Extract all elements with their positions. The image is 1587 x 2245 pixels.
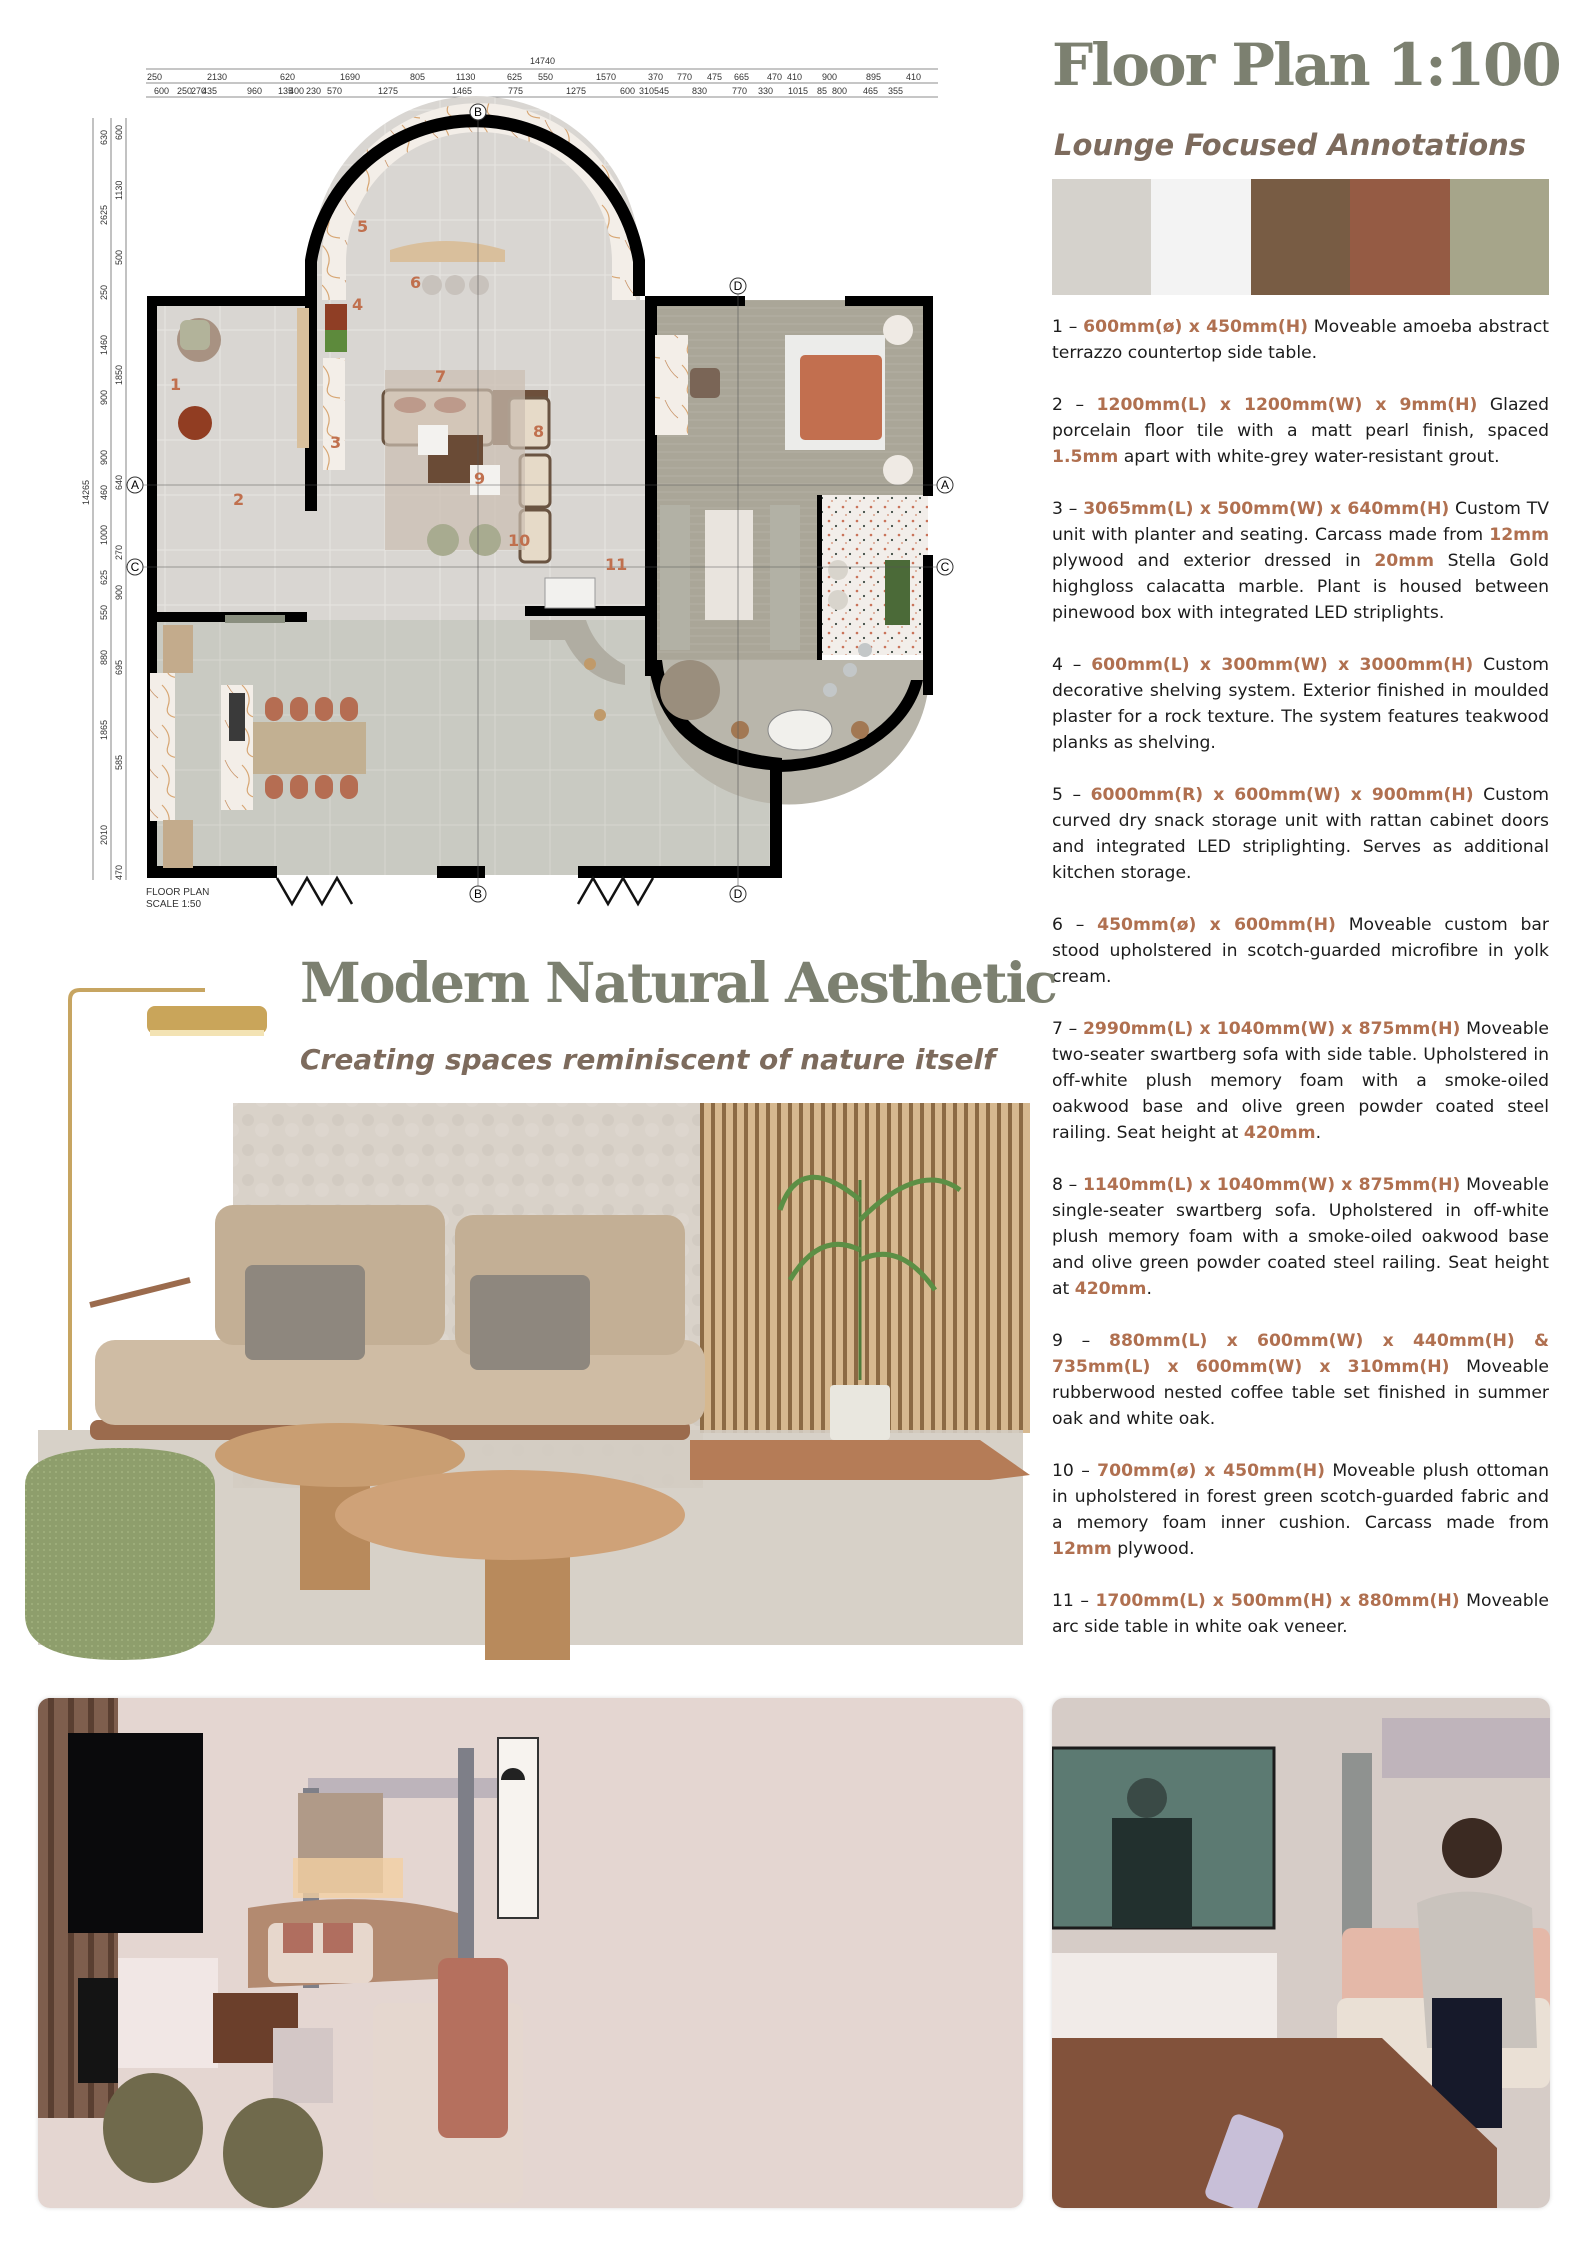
svg-text:585: 585 <box>114 754 124 770</box>
page-title: Floor Plan 1:100 <box>1052 31 1560 99</box>
svg-text:640: 640 <box>114 474 124 490</box>
annotation-8: 8 – 1140mm(L) x 1040mm(W) x 875mm(H) Moveable single-seater swartberg sofa. Upholstered in off-white plush memory foam with a smoke-oiled oakwood base and olive green powder coated steel railing. Seat height at 420mm. <box>1052 1175 1549 1299</box>
svg-text:270: 270 <box>191 86 207 96</box>
svg-text:370: 370 <box>648 72 664 82</box>
svg-text:1015: 1015 <box>788 86 809 96</box>
svg-text:11: 11 <box>605 555 628 574</box>
svg-text:1130: 1130 <box>456 72 476 82</box>
svg-text:900: 900 <box>114 584 124 600</box>
folding-door <box>277 878 352 904</box>
svg-text:B: B <box>473 887 483 901</box>
svg-text:270: 270 <box>114 544 124 560</box>
svg-text:625: 625 <box>507 72 523 82</box>
annotation-1: 1 – 600mm(ø) x 450mm(H) Moveable amoeba abstract terrazzo countertop side table. <box>1052 317 1550 363</box>
lounge-render-wide <box>38 1698 1023 2208</box>
section-marker-d <box>730 886 746 902</box>
svg-text:620: 620 <box>280 72 296 82</box>
svg-text:1850: 1850 <box>114 364 124 385</box>
annotation-5: 5 – 6000mm(R) x 600mm(W) x 900mm(H) Custom curved dry snack storage unit with rattan cabinet doors and integrated LED striplighting. Serves as additional kitchen storage. <box>1052 785 1549 883</box>
svg-text:C: C <box>940 560 950 574</box>
person <box>1442 1818 1502 1878</box>
svg-text:805: 805 <box>410 72 426 82</box>
svg-text:310: 310 <box>639 86 655 96</box>
section-marker-a <box>937 477 953 493</box>
svg-text:2010: 2010 <box>99 824 109 845</box>
svg-text:230: 230 <box>306 86 322 96</box>
section-marker-c <box>127 559 143 575</box>
svg-text:695: 695 <box>114 659 124 675</box>
section-marker-b <box>470 886 486 902</box>
svg-text:A: A <box>940 478 950 492</box>
annotation-10: 10 – 700mm(ø) x 450mm(H) Moveable plush ottoman in upholstered in forest green scotch-guarded fabric and a memory foam inner cushion. Carcass made from 12mm plywood. <box>1052 1461 1549 1559</box>
swatch-off-white <box>1151 179 1250 295</box>
svg-text:14265: 14265 <box>81 479 91 505</box>
annotation-6: 6 – 450mm(ø) x 600mm(H) Moveable custom bar stood upholstered in scotch-guarded microfibre in yolk cream. <box>1052 915 1549 987</box>
svg-text:460: 460 <box>99 484 109 500</box>
svg-text:1865: 1865 <box>99 719 109 740</box>
svg-text:14740: 14740 <box>530 56 556 66</box>
svg-text:550: 550 <box>99 604 109 620</box>
svg-text:880: 880 <box>99 649 109 665</box>
ottoman <box>103 2073 203 2183</box>
svg-text:1465: 1465 <box>452 86 473 96</box>
svg-text:895: 895 <box>866 72 882 82</box>
svg-text:400: 400 <box>289 86 305 96</box>
svg-text:470: 470 <box>767 72 783 82</box>
annotation-7: 7 – 2990mm(L) x 1040mm(W) x 875mm(H) Moveable two-seater swartberg sofa with side table. Upholstered in off-white plush memory foam with a smoke-oiled oakwood base and olive green powder coated steel railing. Seat height at 420mm. <box>1052 1019 1549 1143</box>
svg-text:410: 410 <box>906 72 922 82</box>
svg-text:135: 135 <box>278 86 294 96</box>
svg-text:775: 775 <box>508 86 524 96</box>
tv-screen <box>68 1733 203 1933</box>
svg-text:250: 250 <box>177 86 193 96</box>
marble-tv-unit <box>118 1958 218 2068</box>
moodboard-title: Modern Natural Aesthetic <box>300 950 1056 1015</box>
svg-text:2625: 2625 <box>99 204 109 225</box>
svg-text:C: C <box>130 560 140 574</box>
svg-text:410: 410 <box>787 72 803 82</box>
slatted-wood-panel <box>700 1103 1030 1433</box>
left-dimension-lines <box>81 118 126 880</box>
lounge-render-with-figure <box>1052 1698 1550 2208</box>
svg-text:770: 770 <box>732 86 748 96</box>
svg-text:465: 465 <box>863 86 879 96</box>
svg-text:2130: 2130 <box>207 72 228 82</box>
svg-text:475: 475 <box>707 72 723 82</box>
section-marker-b <box>470 104 486 120</box>
annotation-2: 2 – 1200mm(L) x 1200mm(W) x 9mm(H) Glazed porcelain floor tile with a matt pearl finish, spaced 1.5mm apart with white-grey water-resistant grout. <box>1052 395 1549 467</box>
svg-text:1: 1 <box>170 375 182 394</box>
svg-text:4: 4 <box>352 295 364 314</box>
svg-text:470: 470 <box>114 864 124 880</box>
top-dimension-lines <box>146 56 938 97</box>
swatch-sage <box>1450 179 1549 295</box>
swatch-warm-grey <box>1052 179 1151 295</box>
svg-text:550: 550 <box>538 72 554 82</box>
svg-text:1570: 1570 <box>596 72 617 82</box>
annotation-11: 11 – 1700mm(L) x 500mm(H) x 880mm(H) Moveable arc side table in white oak veneer. <box>1052 1591 1549 1637</box>
svg-text:1000: 1000 <box>99 524 109 545</box>
svg-text:570: 570 <box>327 86 343 96</box>
wool-two-seater-sofa <box>90 1205 705 1440</box>
svg-text:830: 830 <box>692 86 708 96</box>
swatch-walnut-brown <box>1251 179 1350 295</box>
svg-text:600: 600 <box>154 86 170 96</box>
green-boucle-ottoman <box>25 1448 215 1660</box>
slatted-side-table <box>690 1440 1030 1480</box>
svg-text:600: 600 <box>620 86 636 96</box>
svg-text:900: 900 <box>99 389 109 405</box>
svg-text:545: 545 <box>654 86 670 96</box>
svg-text:2: 2 <box>233 490 245 509</box>
svg-text:5: 5 <box>357 217 369 236</box>
svg-text:7: 7 <box>435 367 447 386</box>
floor-plan <box>70 50 970 920</box>
svg-text:800: 800 <box>832 86 848 96</box>
swatch-terracotta <box>1350 179 1449 295</box>
svg-text:665: 665 <box>734 72 750 82</box>
svg-text:1275: 1275 <box>566 86 587 96</box>
svg-text:625: 625 <box>99 569 109 585</box>
svg-text:6: 6 <box>410 273 422 292</box>
annotation-list <box>1052 314 1549 1666</box>
ottoman <box>223 2098 323 2208</box>
svg-text:9: 9 <box>474 469 486 488</box>
svg-text:600: 600 <box>114 124 124 140</box>
svg-text:1130: 1130 <box>114 180 124 200</box>
color-palette <box>1052 179 1549 295</box>
svg-text:630: 630 <box>99 129 109 145</box>
svg-text:900: 900 <box>99 449 109 465</box>
section-marker-a <box>127 477 143 493</box>
section-marker-c <box>937 559 953 575</box>
svg-text:900: 900 <box>822 72 838 82</box>
svg-text:B: B <box>473 105 483 119</box>
svg-text:D: D <box>733 887 743 901</box>
annotation-3: 3 – 3065mm(L) x 500mm(W) x 640mm(H) Custom TV unit with planter and seating. Carcass made from 12mm plywood and exterior dressed in 20mm Stella Gold highgloss calacatta marble. Plant is housed between pinewood box with integrated LED striplights. <box>1052 499 1549 623</box>
annotations-subtitle: Lounge Focused Annotations <box>1054 128 1527 162</box>
marble-tv-unit <box>1052 1953 1277 2038</box>
svg-text:355: 355 <box>888 86 904 96</box>
svg-text:3: 3 <box>330 433 342 452</box>
svg-text:1460: 1460 <box>99 334 109 355</box>
svg-text:330: 330 <box>758 86 774 96</box>
svg-text:A: A <box>130 478 140 492</box>
section-marker-d <box>730 278 746 294</box>
annotation-4: 4 – 600mm(L) x 300mm(W) x 3000mm(H) Custom decorative shelving system. Exterior finished in moulded plaster for a rock texture. The system features teakwood planks as shelving. <box>1052 655 1549 753</box>
svg-text:10: 10 <box>508 531 531 550</box>
svg-text:960: 960 <box>247 86 263 96</box>
svg-text:435: 435 <box>202 86 218 96</box>
svg-text:250: 250 <box>147 72 163 82</box>
annotation-9: 9 – 880mm(L) x 600mm(W) x 440mm(H) & 735mm(L) x 600mm(W) x 310mm(H) Moveable rubberwood nested coffee table set finished in summer oak and white oak. <box>1052 1331 1549 1429</box>
floor-plan-caption: FLOOR PLAN SCALE 1:50 <box>146 887 210 910</box>
svg-text:250: 250 <box>99 284 109 300</box>
svg-text:1690: 1690 <box>340 72 361 82</box>
folding-door <box>578 878 653 904</box>
svg-text:8: 8 <box>533 422 545 441</box>
svg-text:D: D <box>733 279 743 293</box>
svg-text:85: 85 <box>817 86 828 96</box>
moodboard-subtitle: Creating spaces reminiscent of nature itself <box>300 1043 996 1076</box>
svg-text:1275: 1275 <box>378 86 399 96</box>
svg-text:500: 500 <box>114 249 124 265</box>
svg-text:770: 770 <box>677 72 693 82</box>
